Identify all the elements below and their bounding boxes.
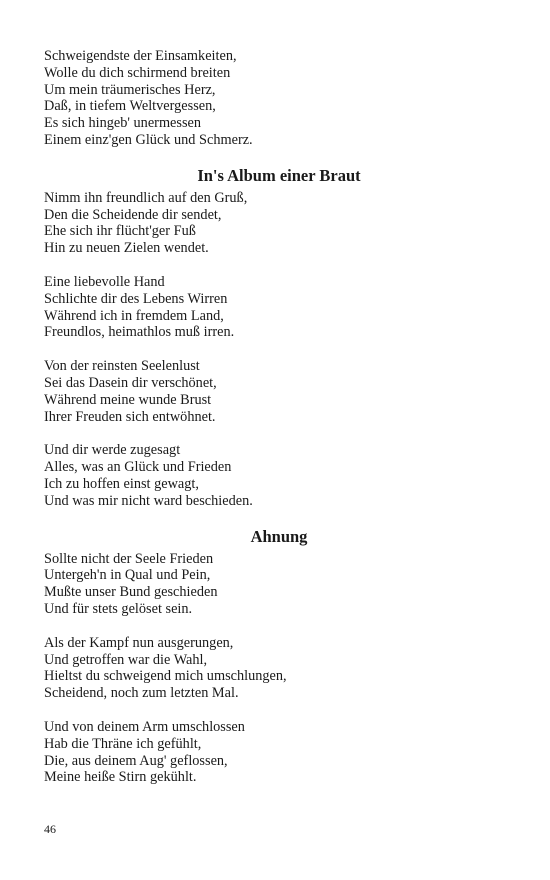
poem1-stanza-1 — [44, 190, 514, 257]
verse-line: Einem einz'gen Glück und Schmerz. — [44, 131, 253, 148]
page-content — [44, 48, 514, 803]
verse-line: Ihrer Freuden sich entwöhnet. — [44, 408, 216, 425]
verse-line: Scheidend, noch zum letzten Mal. — [44, 685, 239, 702]
verse-line: Von der reinsten Seelenlust — [44, 358, 200, 375]
verse-line: Hin zu neuen Zielen wendet. — [44, 240, 209, 257]
intro-stanza — [44, 48, 514, 149]
poem2-stanza-2 — [44, 635, 514, 702]
verse-line: Die, aus deinem Aug' geflossen, — [44, 752, 228, 769]
poem1-stanza-3 — [44, 358, 514, 425]
verse-line: Und getroffen war die Wahl, — [44, 651, 208, 668]
verse-line: Und für stets gelöset sein. — [44, 600, 193, 617]
verse-line: Mußte unser Bund geschieden — [44, 584, 218, 601]
poem2-stanza-3 — [44, 719, 514, 786]
verse-line: Meine heiße Stirn gekühlt. — [44, 769, 197, 786]
verse-line: Eine liebevolle Hand — [44, 273, 165, 290]
verse-line: Ehe sich ihr flücht'ger Fuß — [44, 223, 196, 240]
verse-line: Den die Scheidende dir sendet, — [44, 206, 222, 223]
verse-line: Um mein träumerisches Herz, — [44, 81, 216, 98]
verse-line: Während meine wunde Brust — [44, 391, 212, 408]
verse-line: Und dir werde zugesagt — [44, 442, 181, 459]
verse-line: Daß, in tiefem Weltvergessen, — [44, 98, 216, 115]
verse-line: Nimm ihn freundlich auf den Gruß, — [44, 189, 248, 206]
poem-title-ahnung: Ahnung — [250, 526, 308, 546]
verse-line: Und von deinem Arm umschlossen — [44, 718, 245, 735]
poem-title-braut: In's Album einer Braut — [197, 165, 361, 185]
verse-line: Freundlos, heimathlos muß irren. — [44, 324, 235, 341]
verse-line: Es sich hingeb' unermessen — [44, 115, 202, 132]
verse-line: Hab die Thräne ich gefühlt, — [44, 735, 202, 752]
verse-line: Untergeh'n in Qual und Pein, — [44, 567, 211, 584]
verse-line: Als der Kampf nun ausgerungen, — [44, 634, 234, 651]
verse-line: Ich zu hoffen einst gewagt, — [44, 475, 199, 492]
page-number: 46 — [44, 822, 56, 836]
verse-line: Hieltst du schweigend mich umschlungen, — [44, 668, 287, 685]
verse-line: Wolle du dich schirmend breiten — [44, 64, 231, 81]
verse-line: Sei das Dasein dir verschönet, — [44, 374, 217, 391]
verse-line: Und was mir nicht ward beschieden. — [44, 492, 253, 509]
verse-line: Schweigendste der Einsamkeiten, — [44, 48, 237, 64]
poem2-stanza-1 — [44, 551, 514, 618]
verse-line: Alles, was an Glück und Frieden — [44, 459, 232, 476]
verse-line: Sollte nicht der Seele Frieden — [44, 550, 214, 567]
verse-line: Während ich in fremdem Land, — [44, 307, 224, 324]
verse-line: Schlichte dir des Lebens Wirren — [44, 290, 228, 307]
poem1-stanza-2 — [44, 274, 514, 341]
poem1-stanza-4 — [44, 442, 514, 509]
